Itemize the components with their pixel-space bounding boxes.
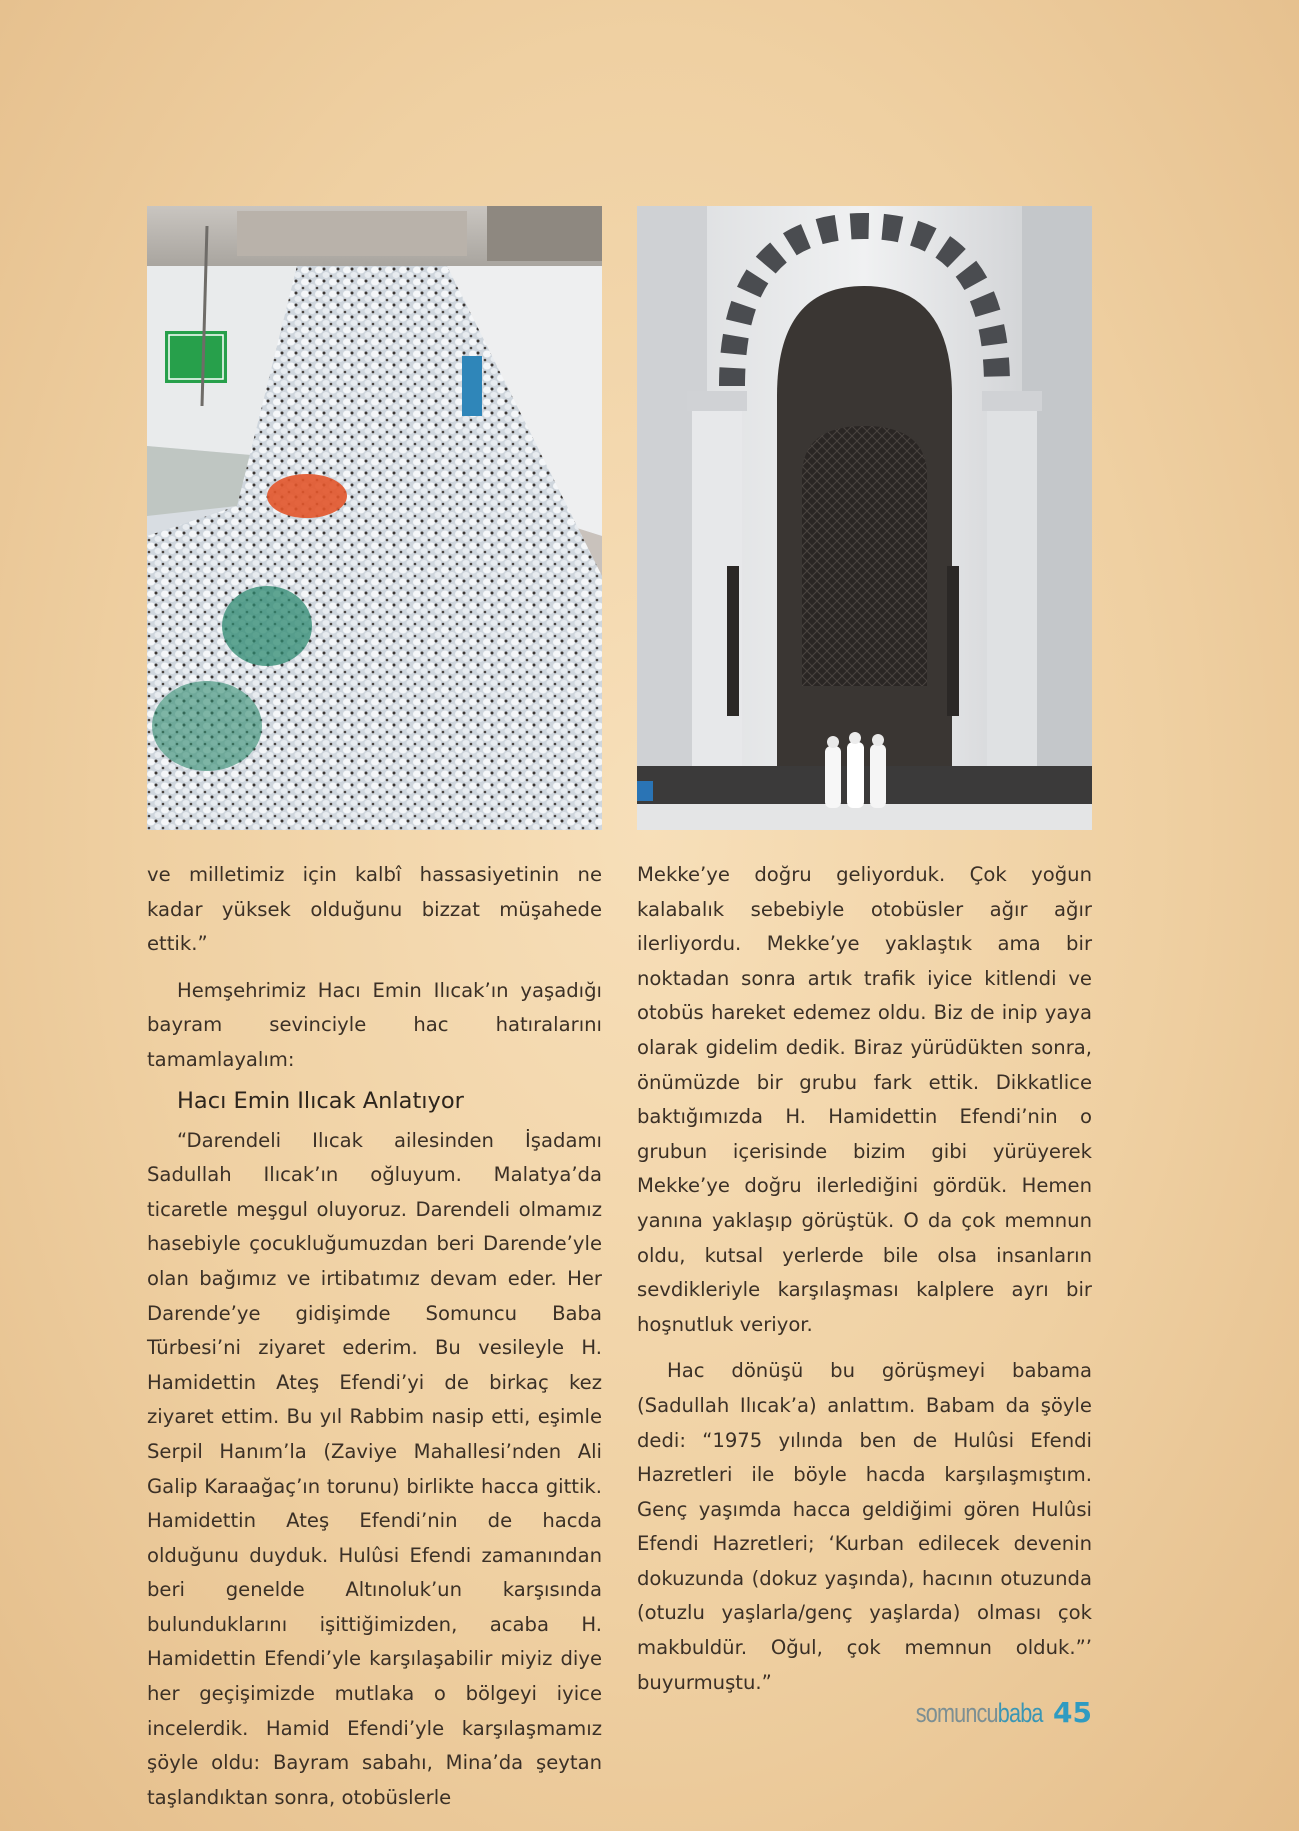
paragraph: Mekke’ye doğru geliyorduk. Çok yoğun kalabalık sebebiyle otobüsler ağır ağır ilerliyordu. Mekke’ye yaklaştık ama bir noktadan sonra artık trafik iyice kitlendi ve otobüs hareket edemez oldu. Biz de inip yaya olarak gidelim dedik. Biraz yürüdükten sonra, önümüzde bir grubu fark ettik. Dikkatlice baktığımızda H. Hamidettin Efendi’nin o grubun içerisinde bizim gibi yürüyerek Mekke’ye doğru ilerlediğini gördük. Hemen yanına yaklaşıp görüştük. O da çok memnun oldu, kutsal yerlerde bile olsa insanların sevdikleriyle karşılaşması kalplere ayrı bir hoşnutluk veriyor. [637,863,1092,1336]
mosque-gate-photo [637,206,1092,830]
left-text-column [147,858,602,1815]
page-footer [884,1696,1092,1729]
crowd-of-pilgrims-photo [147,206,602,830]
paragraph: “Darendeli Ilıcak ailesinden İşadamı Sadullah Ilıcak’ın oğluyum. Malatya’da ticaretle meşgul oluyoruz. Darendeli olmamız hasebiyle çocukluğumuzdan beri Darende’yle olan bağımız ve irtibatımız devam eder. Her Darende’ye gidişimde Somuncu Baba Türbesi’ni ziyaret ederim. Bu vesileyle H. Hamidettin Ateş Efendi’yi de birkaç kez ziyaret ettim. Bu yıl Rabbim nasip etti, eşimle Serpil Hanım’la (Zaviye Mahallesi’nden Ali Galip Karaağaç’ın torunu) birlikte hacca gittik. Hamidettin Ateş Efendi’nin de hacda olduğunu duyduk. Hulûsi Efendi zamanından beri genelde Altınoluk’un karşısında bulunduklarını işittiğimizden, acaba H. Hamidettin Efendi’yle karşılaşabilir miyiz diye her geçişimizde mutlaka o bölgeyi iyice incelerdik. Hamid Efendi’yle karşılaşmamız şöyle oldu: Bayram sabahı, Mina’da şeytan taşlandıktan sonra, otobüslerle [147,1128,602,1809]
magazine-logo [916,1698,1043,1729]
paragraph: ve milletimiz için kalbî hassasiyetinin ne kadar yüksek olduğunu bizzat müşahede ettik.” [147,863,602,956]
brand-light: somuncu [916,1698,999,1728]
section-heading: Hacı Emin Ilıcak Anlatıyor [177,1087,464,1114]
page-number: 45 [1053,1696,1092,1729]
right-text-column [637,858,1092,1700]
paragraph: Hac dönüşü bu görüşmeyi babama (Sadullah Ilıcak’a) anlattım. Babam da şöyle dedi: “1975 yılında ben de Hulûsi Efendi Hazretleri ile böyle hacda karşılaşmıştım. Genç yaşımda hacca geldiğimi gören Hulûsi Efendi Hazretleri; ‘Kurban edilecek devenin dokuzunda (dokuz yaşında), hacının otuzunda (otuzlu yaşlarla/genç yaşlarda) olması çok makbuldür. Oğul, çok memnun olduk.”’ buyurmuştu.” [637,1359,1092,1694]
paragraph: Hemşehrimiz Hacı Emin Ilıcak’ın yaşadığı bayram sevinciyle hac hatıralarını tamamlayalım: [147,978,602,1071]
brand-bold: baba [998,1698,1044,1728]
